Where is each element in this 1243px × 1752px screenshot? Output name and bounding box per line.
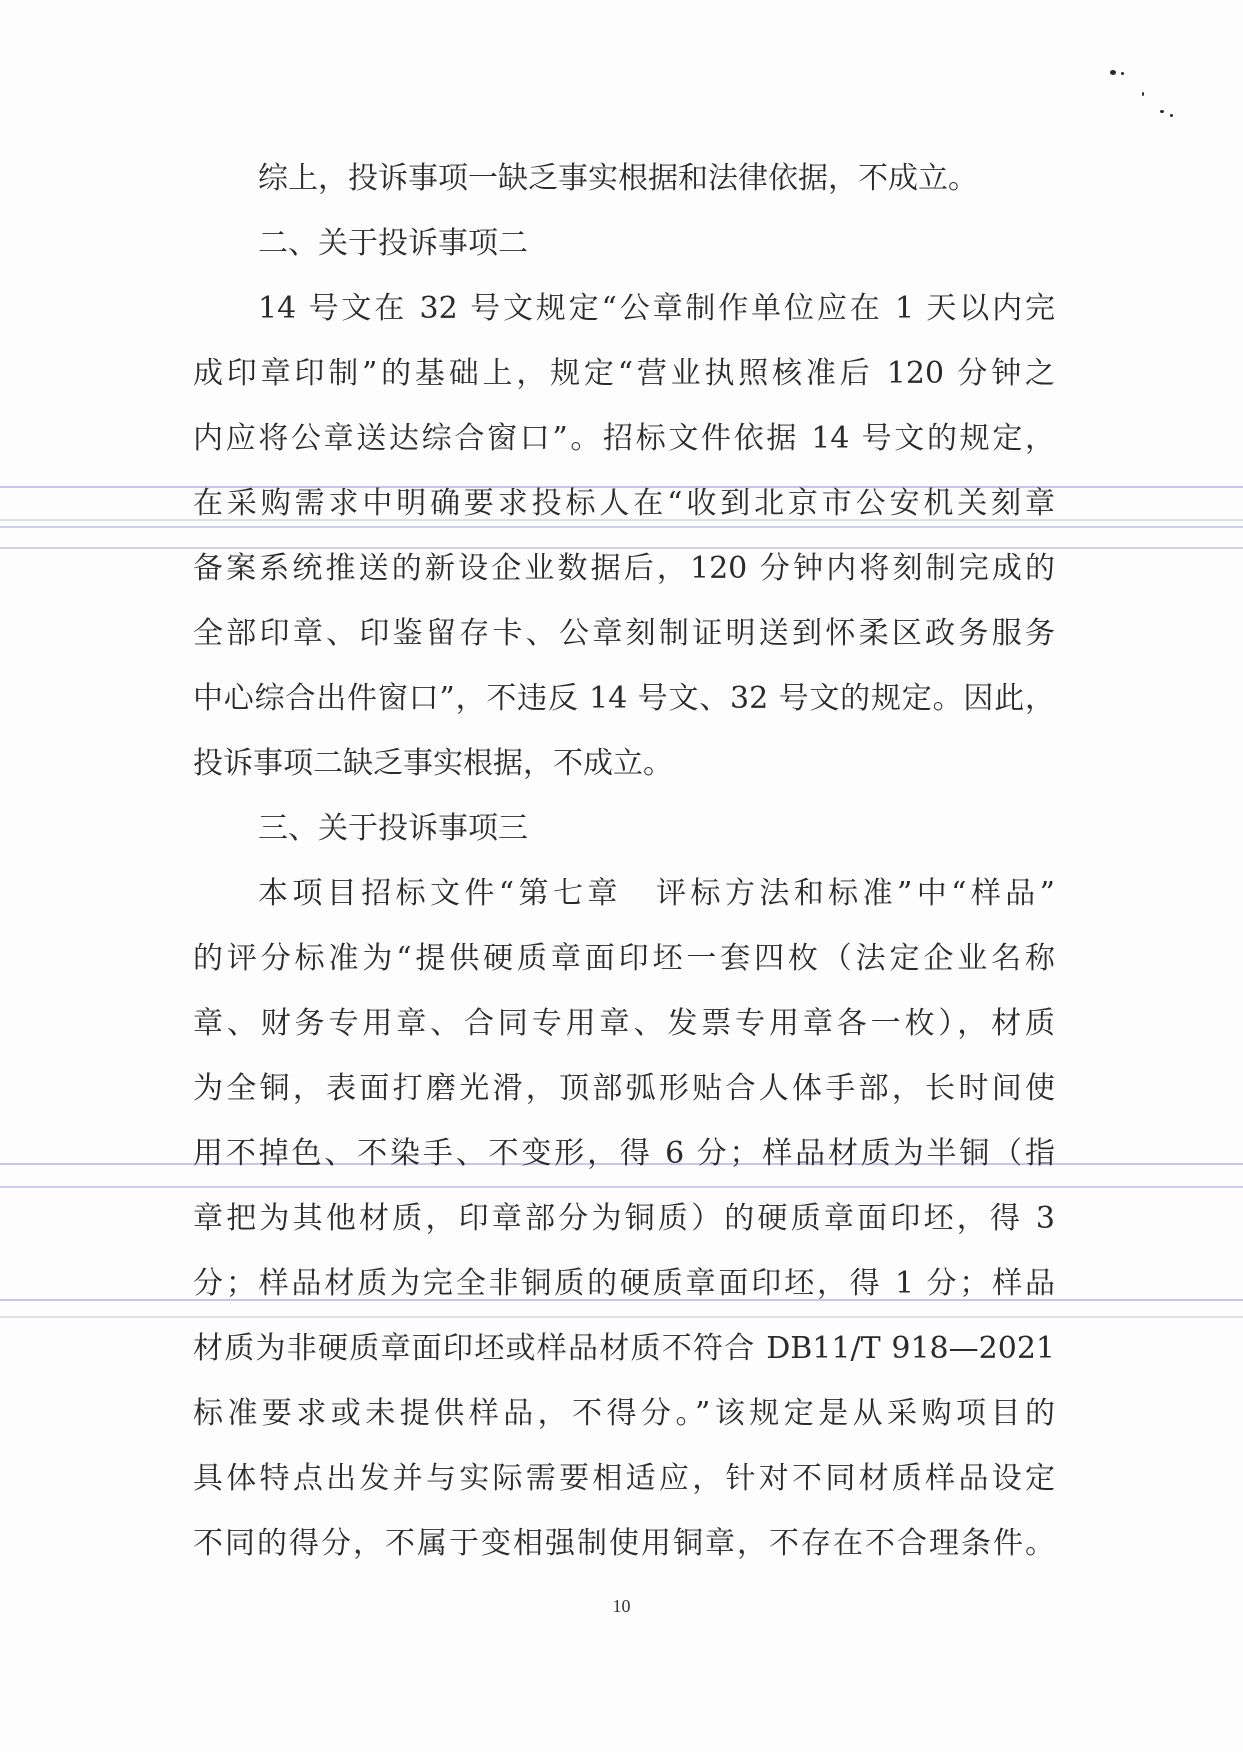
paragraph-line: 投诉事项二缺乏事实根据，不成立。 xyxy=(193,746,673,781)
paragraph-line: 的评分标准为“提供硬质章面印坯一套四枚（法定企业名称 xyxy=(193,941,1055,976)
paragraph-line: 内应将公章送达综合窗口”。招标文件依据 14 号文的规定， xyxy=(193,421,1055,456)
paragraph-line: 备案系统推送的新设企业数据后，120 分钟内将刻制完成的 xyxy=(193,551,1055,586)
paragraph-line: 全部印章、印鉴留存卡、公章刻制证明送到怀柔区政务服务 xyxy=(193,616,1055,651)
section-heading: 二、关于投诉事项二 xyxy=(258,226,528,261)
paragraph-line: 为全铜，表面打磨光滑，顶部弧形贴合人体手部，长时间使 xyxy=(193,1071,1055,1106)
scan-streak xyxy=(0,1316,1243,1318)
paragraph-line: 本项目招标文件“第七章 评标方法和标准”中“样品” xyxy=(258,876,1055,911)
page-number: 10 xyxy=(612,1596,631,1616)
paragraph-line: 章把为其他材质，印章部分为铜质）的硬质章面印坯，得 3 xyxy=(193,1201,1055,1236)
scan-speck xyxy=(1142,92,1144,96)
paragraph-line: 标准要求或未提供样品，不得分。”该规定是从采购项目的 xyxy=(193,1396,1055,1431)
paragraph-line: 14 号文在 32 号文规定“公章制作单位应在 1 天以内完 xyxy=(258,291,1055,326)
scan-streak xyxy=(0,526,1243,528)
section-heading: 三、关于投诉事项三 xyxy=(258,811,528,846)
paragraph-line: 具体特点出发并与实际需要相适应，针对不同材质样品设定 xyxy=(193,1461,1055,1496)
scan-speck xyxy=(1121,72,1124,75)
scan-streak xyxy=(0,1186,1243,1188)
paragraph-line: 在采购需求中明确要求投标人在“收到北京市公安机关刻章 xyxy=(193,486,1055,521)
paragraph-line: 分；样品材质为完全非铜质的硬质章面印坯，得 1 分；样品 xyxy=(193,1266,1055,1301)
paragraph-line: 用不掉色、不染手、不变形，得 6 分；样品材质为半铜（指 xyxy=(193,1136,1055,1171)
scan-speck xyxy=(1170,114,1173,117)
paragraph-line: 中心综合出件窗口”，不违反 14 号文、32 号文的规定。因此， xyxy=(193,681,1055,716)
paragraph-line: 材质为非硬质章面印坯或样品材质不符合 DB11/T 918—2021 xyxy=(193,1331,1055,1366)
scan-speck xyxy=(1110,70,1116,75)
paragraph-line: 综上，投诉事项一缺乏事实根据和法律依据，不成立。 xyxy=(258,161,978,196)
scan-speck xyxy=(1160,110,1164,113)
paragraph-line: 章、财务专用章、合同专用章、发票专用章各一枚），材质 xyxy=(193,1006,1055,1041)
paragraph-line: 不同的得分，不属于变相强制使用铜章，不存在不合理条件。 xyxy=(193,1526,1055,1561)
paragraph-line: 成印章印制”的基础上，规定“营业执照核准后 120 分钟之 xyxy=(193,356,1055,391)
